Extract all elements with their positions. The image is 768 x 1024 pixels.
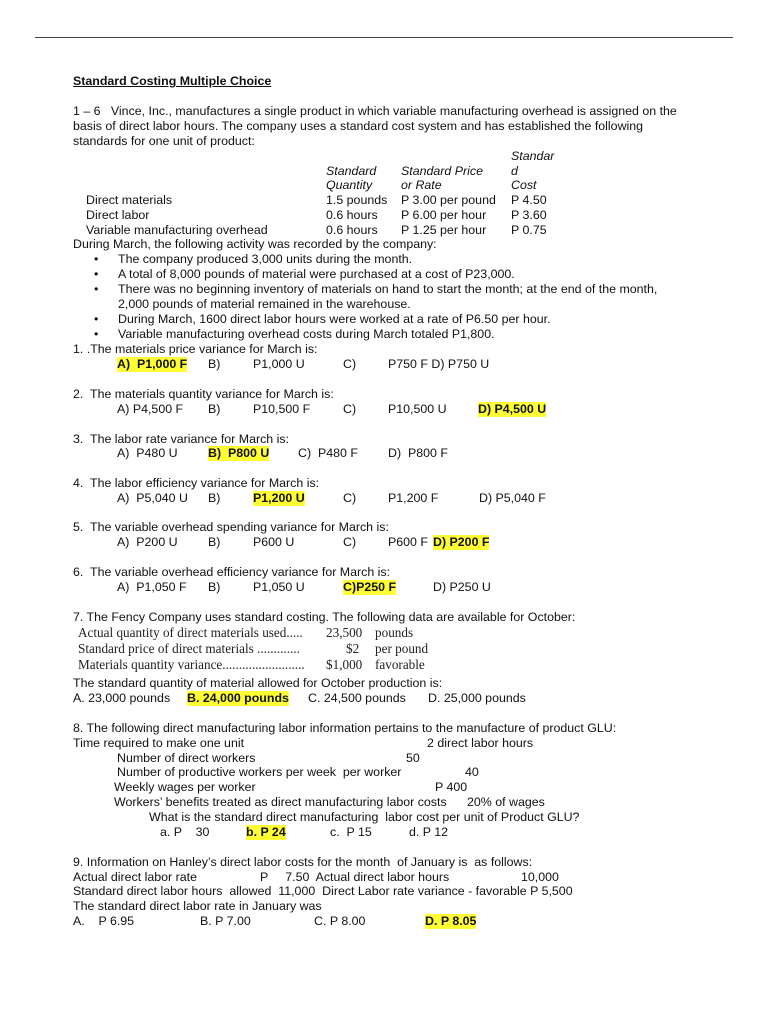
row-label: Direct materials	[86, 193, 173, 207]
q7-ask: The standard quantity of material allowed for October production is:	[73, 676, 443, 690]
q5-option-c-letter: C)	[343, 535, 357, 549]
q2-option-b: P10,500 F	[253, 402, 311, 416]
q2-option-b-letter: B)	[208, 402, 221, 416]
intro-line-3: standards for one unit of product:	[73, 134, 255, 148]
q6-option-b: P1,050 U	[253, 580, 305, 594]
list-item: A total of 8,000 pounds of material were purchased at a cost of P23,000.	[118, 267, 515, 281]
q6-option-d: D) P250 U	[433, 580, 491, 594]
row-price: P 3.00 per pound	[401, 193, 496, 207]
cost-header-2: d	[511, 164, 518, 178]
row-label: Variable manufacturing overhead	[86, 223, 268, 237]
q2-option-c-letter: C)	[343, 402, 357, 416]
q9-option-a: A. P 6.95	[73, 914, 135, 928]
q4-option-a: A) P5,040 U	[117, 491, 188, 505]
row-cost: P 4.50	[511, 193, 547, 207]
q6-option-a: A) P1,050 F	[117, 580, 187, 594]
question-3: 3. The labor rate variance for March is:	[73, 432, 290, 446]
q3-option-c: C) P480 F	[298, 446, 358, 460]
qty-header-1: Standard	[326, 164, 377, 178]
q4-option-c: P1,200 F	[388, 491, 439, 505]
q8-row-value: 50	[406, 751, 420, 765]
question-5: 5. The variable overhead spending variance for March is:	[73, 520, 389, 534]
q3-option-b: B) P800 U	[208, 446, 270, 460]
q7-option-b: B. 24,000 pounds	[187, 691, 289, 705]
q9-option-d: D. P 8.05	[425, 914, 477, 928]
q8-row-value: 2 direct labor hours	[427, 736, 534, 750]
q8-row-label: Workers’ benefits treated as direct manufacturing labor costs	[114, 795, 447, 809]
q9-ask: The standard direct labor rate in January was	[73, 899, 322, 913]
intro-line-1: 1 – 6 Vince, Inc., manufactures a single product in which variable manufacturing overhead is assigned on the	[73, 104, 677, 118]
q7-data-value: $1,000	[326, 657, 363, 672]
list-item-continuation: 2,000 pounds of material remained in the warehouse.	[118, 297, 411, 311]
q4-option-c-letter: C)	[343, 491, 357, 505]
qty-header-2: Quantity	[326, 178, 373, 192]
q4-option-b-letter: B)	[208, 491, 221, 505]
q2-option-a: A) P4,500 F	[117, 402, 184, 416]
q6-option-b-letter: B)	[208, 580, 221, 594]
question-6: 6. The variable overhead efficiency variance for March is:	[73, 565, 391, 579]
q1-option-c-d: P750 F D) P750 U	[388, 357, 490, 371]
q3-option-a: A) P480 U	[117, 446, 178, 460]
question-2: 2. The materials quantity variance for March is:	[73, 387, 334, 401]
cost-header-1: Standar	[511, 149, 555, 163]
header-rule	[35, 37, 733, 38]
q5-option-b: P600 U	[253, 535, 295, 549]
q4-option-d: D) P5,040 F	[479, 491, 546, 505]
question-9: 9. Information on Hanley’s direct labor costs for the month of January is as follows:	[73, 855, 533, 869]
q8-row-label: Weekly wages per worker	[114, 780, 256, 794]
q8-option-c: c. P 15	[330, 825, 372, 839]
q4-option-b: P1,200 U	[253, 491, 305, 505]
q9-line-1-label: Actual direct labor rate	[73, 870, 197, 884]
bullet-icon: •	[94, 282, 99, 296]
question-4: 4. The labor efficiency variance for March is:	[73, 476, 320, 490]
row-cost: P 0.75	[511, 223, 547, 237]
q7-data-unit: per pound	[375, 641, 429, 656]
q8-row-value: 20% of wages	[467, 795, 545, 809]
q7-data-value: 23,500	[326, 625, 363, 640]
q7-option-a: A. 23,000 pounds	[73, 691, 171, 705]
row-cost: P 3.60	[511, 208, 547, 222]
q5-option-c: P600 F	[388, 535, 428, 549]
q9-line-1-mid: P 7.50 Actual direct labor hours	[260, 870, 450, 884]
q8-option-a: a. P 30	[160, 825, 210, 839]
row-qty: 1.5 pounds	[326, 193, 388, 207]
row-label: Direct labor	[86, 208, 150, 222]
q9-line-2: Standard direct labor hours allowed 11,000 Direct Labor rate variance - favorable P 5,500	[73, 884, 573, 898]
price-header-1: Standard Price	[401, 164, 483, 178]
q2-option-d: D) P4,500 U	[478, 402, 547, 416]
row-qty: 0.6 hours	[326, 208, 378, 222]
q8-ask: What is the standard direct manufacturing labor cost per unit of Product GLU?	[149, 810, 580, 824]
q1-option-b-letter: B)	[208, 357, 221, 371]
activity-intro: During March, the following activity was recorded by the company:	[73, 237, 437, 251]
q9-option-b: B. P 7.00	[200, 914, 251, 928]
q8-row-label: Time required to make one unit	[73, 736, 245, 750]
bullet-icon: •	[94, 327, 99, 341]
bullet-icon: •	[94, 267, 99, 281]
q8-row-value: 40	[465, 765, 479, 779]
list-item: There was no beginning inventory of materials on hand to start the month; at the end of the month,	[118, 282, 658, 296]
q8-row-label: Number of productive workers per week per worker	[117, 765, 402, 779]
q7-data-label: Standard price of direct materials .............	[78, 641, 300, 656]
q7-data-unit: favorable	[375, 657, 425, 672]
q1-option-b: P1,000 U	[253, 357, 305, 371]
price-header-2: or Rate	[401, 178, 442, 192]
q3-option-d: D) P800 F	[388, 446, 448, 460]
question-1: 1. .The materials price variance for March is:	[73, 342, 318, 356]
q6-option-c: C)P250 F	[343, 580, 397, 594]
q1-option-c-letter: C)	[343, 357, 357, 371]
bullet-icon: •	[94, 312, 99, 326]
question-8: 8. The following direct manufacturing labor information pertains to the manufacture of product GLU:	[73, 721, 617, 735]
q7-data-unit: pounds	[375, 625, 414, 640]
row-price: P 6.00 per hour	[401, 208, 487, 222]
intro-line-2: basis of direct labor hours. The company uses a standard cost system and has established the following	[73, 119, 644, 133]
q7-data-value: $2	[346, 641, 360, 656]
q5-option-d: D) P200 F	[433, 535, 490, 549]
q7-data-label: Materials quantity variance.........................	[78, 657, 305, 672]
q7-option-d: D. 25,000 pounds	[428, 691, 526, 705]
q1-option-a: A) P1,000 F	[117, 357, 188, 371]
list-item: The company produced 3,000 units during the month.	[118, 252, 413, 266]
row-price: P 1.25 per hour	[401, 223, 487, 237]
q5-option-a: A) P200 U	[117, 535, 178, 549]
q2-option-c: P10,500 U	[388, 402, 447, 416]
q8-option-b: b. P 24	[246, 825, 286, 839]
row-qty: 0.6 hours	[326, 223, 378, 237]
bullet-icon: •	[94, 252, 99, 266]
q8-row-label: Number of direct workers	[117, 751, 256, 765]
q7-data-label: Actual quantity of direct materials used.....	[78, 625, 303, 640]
cost-header-3: Cost	[511, 178, 537, 192]
q8-row-value: P 400	[435, 780, 468, 794]
list-item: During March, 1600 direct labor hours were worked at a rate of P6.50 per hour.	[118, 312, 551, 326]
q9-line-1-value: 10,000	[521, 870, 559, 884]
list-item: Variable manufacturing overhead costs during March totaled P1,800.	[118, 327, 495, 341]
q8-option-d: d. P 12	[409, 825, 449, 839]
question-7: 7. The Fency Company uses standard costing. The following data are available for October:	[73, 610, 576, 624]
q7-option-c: C. 24,500 pounds	[308, 691, 406, 705]
q5-option-b-letter: B)	[208, 535, 221, 549]
q9-option-c: C. P 8.00	[314, 914, 366, 928]
document-title: Standard Costing Multiple Choice	[73, 74, 272, 88]
